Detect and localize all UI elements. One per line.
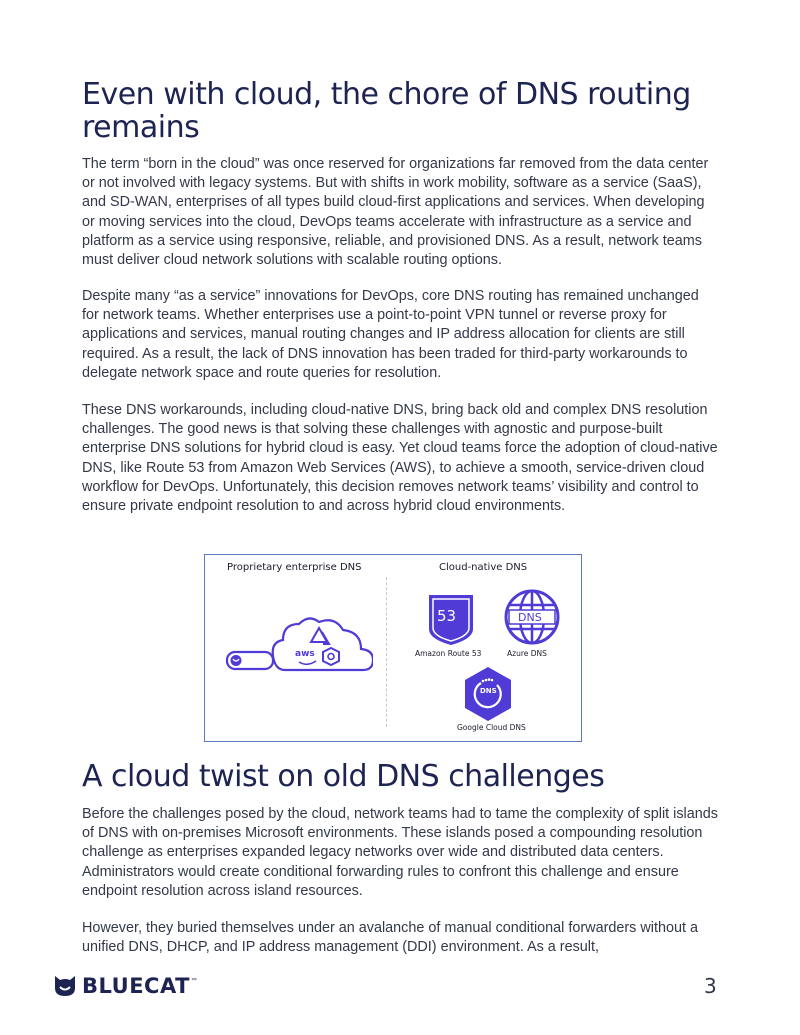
brand-wordmark: BLUECAT xyxy=(82,974,190,998)
azure-dns-badge: DNS xyxy=(518,611,542,624)
bluecat-cat-icon xyxy=(52,974,78,998)
section-title-cloud-twist: A cloud twist on old DNS challenges xyxy=(82,759,605,794)
aws-logo-text: aws xyxy=(295,649,315,659)
dns-comparison-figure xyxy=(204,554,582,742)
paragraph-born-in-cloud: The term “born in the cloud” was once reserved for organizations far removed from the data center or not involved with legacy systems. But with shifts in work mobility, software as a service (SaaS), and SD-WAN, enterprises of all types build cloud-first applications and services. When developing or moving services into the cloud, DevOps teams accelerate with infrastructure as a service and platform as a service using responsive, reliable, and provisioned DNS. As a result, network teams must deliver cloud network solutions with scalable routing options. xyxy=(82,156,709,269)
azure-dns-label: Azure DNS xyxy=(507,649,547,658)
paragraph-split-islands: Before the challenges posed by the cloud, network teams had to tame the complexity of split islands of DNS with on-premises Microsoft environments. These islands posed a compounding resolution challenge as enterprises expanded legacy networks over wide and distributed data centers. Administrators would create conditional forwarding rules to confront this challenge and ensure endpoint resolution across island resources. xyxy=(82,806,718,899)
section-title-dns-routing: Even with cloud, the chore of DNS routing remains xyxy=(82,77,691,145)
route53-label: Amazon Route 53 xyxy=(415,649,482,658)
figure-right-heading: Cloud-native DNS xyxy=(439,562,528,573)
google-dns-badge: DNS xyxy=(480,687,497,695)
paragraph-as-a-service: Despite many “as a service” innovations for DevOps, core DNS routing has remained unchanged for network teams. Whether enterprises use a point-to-point VPN tunnel or reverse proxy for applications and services, manual routing changes and IP address allocation for clients are still required. As a result, the lack of DNS innovation has been traded for third-party workarounds to delegate network space and route queries for resolution. xyxy=(82,288,699,381)
google-cloud-dns-label: Google Cloud DNS xyxy=(457,723,526,732)
figure-divider xyxy=(386,577,387,727)
route53-number: 53 xyxy=(437,607,457,625)
paragraph-conditional-forwarders: However, they buried themselves under an avalanche of manual conditional forwarders without a unified DNS, DHCP, and IP address management (DDI) environment. As a result, xyxy=(82,920,698,956)
bluecat-logo xyxy=(52,974,197,998)
page-number: 3 xyxy=(704,974,717,998)
figure-left-heading: Proprietary enterprise DNS xyxy=(227,562,362,573)
paragraph-dns-workarounds: These DNS workarounds, including cloud-native DNS, bring back old and complex DNS resolution challenges. The good news is that solving these challenges with agnostic and purpose-built enterprise DNS solutions for hybrid cloud is easy. Yet cloud teams force the adoption of cloud-native DNS, like Route 53 from Amazon Web Services (AWS), to achieve a smooth, service-driven cloud workflow for DevOps. Unfortunately, this decision removes network teams’ visibility and control to ensure private endpoint resolution to and across hybrid cloud environments. xyxy=(82,402,718,515)
hybrid-cloud-icon xyxy=(223,610,373,680)
trademark-symbol: ™ xyxy=(190,978,197,984)
